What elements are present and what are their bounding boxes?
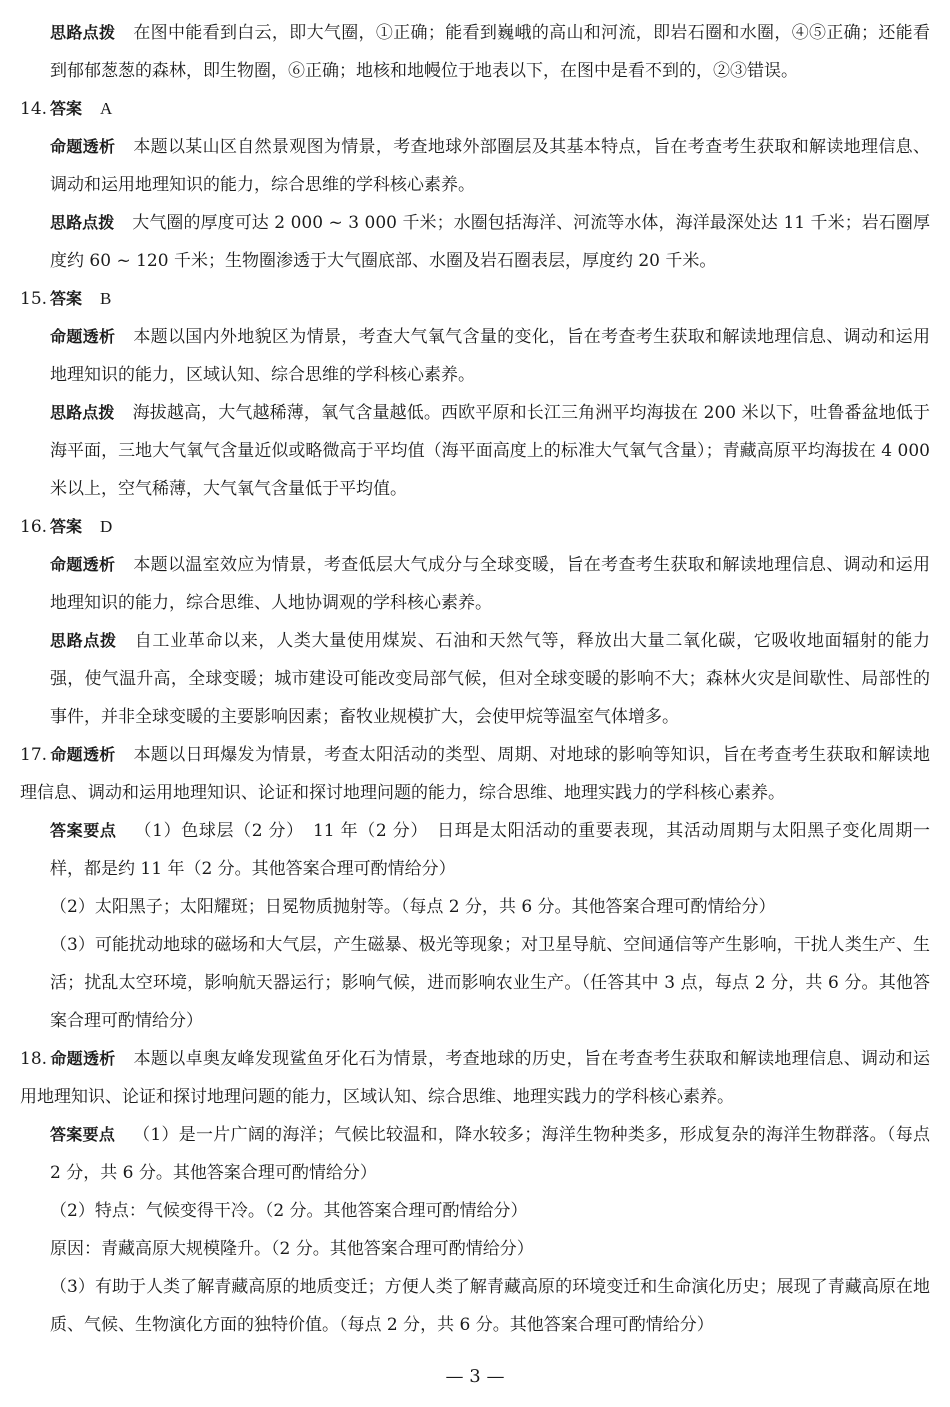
- q14-analysis-label: 命题透析: [50, 137, 116, 156]
- q18-points-3: [20, 1268, 930, 1344]
- q13-tip: [20, 14, 930, 90]
- q18-points-1: [20, 1116, 930, 1192]
- q17-points-label: 答案要点: [50, 821, 117, 840]
- q17-number: 17.: [20, 745, 48, 765]
- q16-analysis-label: 命题透析: [50, 555, 116, 574]
- q14-answer-label: 答案: [50, 99, 83, 118]
- q18-analysis-text: 本题以卓奥友峰发现鲨鱼牙化石为情景，考查地球的历史，旨在考查考生获取和解读地理信息、调动和运用地理知识、论证和探讨地理问题的能力，区域认知、综合思维、地理实践力的学科核心素养。: [20, 1049, 930, 1107]
- q18-number: 18.: [20, 1049, 48, 1069]
- q14-tip-text: 大气圈的厚度可达 2 000 ~ 3 000 千米；水圈包括海洋、河流等水体，海洋最深处达 11 千米；岩石圈厚度约 60 ~ 120 千米；生物圈渗透于大气圈底部、水圈及岩石圈表层，厚度约 20 千米。: [50, 213, 930, 271]
- q18-points-2a: [20, 1192, 930, 1230]
- q17-analysis: [20, 736, 930, 812]
- q15-tip: [20, 394, 930, 508]
- q18-analysis-label: 命题透析: [50, 1049, 116, 1068]
- q14-number: 14.: [20, 99, 48, 119]
- q18-point-2a-text: （2）特点：气候变得干冷。（2 分。其他答案合理可酌情给分）: [50, 1201, 528, 1221]
- q17-point-2-text: （2）太阳黑子；太阳耀斑；日冕物质抛射等。（每点 2 分，共 6 分。其他答案合理可酌情给分）: [50, 897, 776, 917]
- q16-number: 16.: [20, 517, 48, 537]
- q16-analysis: [20, 546, 930, 622]
- page-number: — 3 —: [445, 1366, 505, 1387]
- q16-tip-text: 自工业革命以来，人类大量使用煤炭、石油和天然气等，释放出大量二氧化碳，它吸收地面辐射的能力强，使气温升高，全球变暖；城市建设可能改变局部气候，但对全球变暖的影响不大；森林火灾是间歇性、局部性的事件，并非全球变暖的主要影响因素；畜牧业规模扩大，会使甲烷等温室气体增多。: [50, 631, 930, 727]
- q16-analysis-text: 本题以温室效应为情景，考查低层大气成分与全球变暖，旨在考查考生获取和解读地理信息、调动和运用地理知识的能力，综合思维、人地协调观的学科核心素养。: [50, 555, 930, 613]
- q17-points-3: [20, 926, 930, 1040]
- q15-number: 15.: [20, 289, 48, 309]
- q17-points-1: [20, 812, 930, 888]
- q16-tip-label: 思路点拨: [50, 631, 117, 650]
- q13-tip-label: 思路点拨: [50, 23, 116, 42]
- q15-analysis-label: 命题透析: [50, 327, 116, 346]
- q15-tip-text: 海拔越高，大气越稀薄，氧气含量越低。西欧平原和长江三角洲平均海拔在 200 米以下，吐鲁番盆地低于海平面，三地大气氧气含量近似或略微高于平均值（海平面高度上的标准大气氧气含量）；青藏高原平均海拔在 4 000 米以上，空气稀薄，大气氧气含量低于平均值。: [50, 403, 930, 499]
- q17-points-2: [20, 888, 930, 926]
- q16-answer-line: [20, 508, 930, 546]
- q16-answer-label: 答案: [50, 517, 83, 536]
- q18-point-3-text: （3）有助于人类了解青藏高原的地质变迁；方便人类了解青藏高原的环境变迁和生命演化历史；展现了青藏高原在地质、气候、生物演化方面的独特价值。（每点 2 分，共 6 分。其他答案合理可酌情给分）: [50, 1277, 930, 1335]
- q14-analysis-text: 本题以某山区自然景观图为情景，考查地球外部圈层及其基本特点，旨在考查考生获取和解读地理信息、调动和运用地理知识的能力，综合思维的学科核心素养。: [50, 137, 930, 195]
- q16-answer: D: [100, 517, 113, 536]
- q14-tip: [20, 204, 930, 280]
- q15-analysis-text: 本题以国内外地貌区为情景，考查大气氧气含量的变化，旨在考查考生获取和解读地理信息、调动和运用地理知识的能力，区域认知、综合思维的学科核心素养。: [50, 327, 930, 385]
- q14-answer-line: [20, 90, 930, 128]
- q15-answer-label: 答案: [50, 289, 83, 308]
- q15-tip-label: 思路点拨: [50, 403, 115, 422]
- q14-tip-label: 思路点拨: [50, 213, 115, 232]
- q17-point-3-text: （3）可能扰动地球的磁场和大气层，产生磁暴、极光等现象；对卫星导航、空间通信等产生影响，干扰人类生产、生活；扰乱太空环境，影响航天器运行；影响气候，进而影响农业生产。（任答其中 3 点，每点 2 分，共 6 分。其他答案合理可酌情给分）: [50, 935, 930, 1031]
- q18-points-2b: [20, 1230, 930, 1268]
- q18-point-2b-text: 原因：青藏高原大规模隆升。（2 分。其他答案合理可酌情给分）: [50, 1239, 534, 1259]
- q18-analysis: [20, 1040, 930, 1116]
- q15-answer: B: [100, 289, 112, 308]
- q18-points-label: 答案要点: [50, 1125, 116, 1144]
- q17-analysis-text: 本题以日珥爆发为情景，考查太阳活动的类型、周期、对地球的影响等知识，旨在考查考生获取和解读地理信息、调动和运用地理知识、论证和探讨地理问题的能力，综合思维、地理实践力的学科核心素养。: [20, 745, 930, 803]
- q17-analysis-label: 命题透析: [50, 745, 116, 764]
- q15-analysis: [20, 318, 930, 394]
- q18-point-1-text: （1）是一片广阔的海洋；气候比较温和，降水较多；海洋生物种类多，形成复杂的海洋生物群落。（每点 2 分，共 6 分。其他答案合理可酌情给分）: [50, 1125, 930, 1183]
- q15-answer-line: [20, 280, 930, 318]
- q16-tip: [20, 622, 930, 736]
- q14-answer: A: [100, 99, 113, 118]
- q14-analysis: [20, 128, 930, 204]
- q17-point-1-text: （1）色球层（2 分） 11 年（2 分） 日珥是太阳活动的重要表现，其活动周期与太阳黑子变化周期一样，都是约 11 年（2 分。其他答案合理可酌情给分）: [50, 821, 930, 879]
- q13-tip-text: 在图中能看到白云，即大气圈，①正确；能看到巍峨的高山和河流，即岩石圈和水圈，④⑤正确；还能看到郁郁葱葱的森林，即生物圈，⑥正确；地核和地幔位于地表以下，在图中是看不到的，②③错误。: [50, 23, 930, 81]
